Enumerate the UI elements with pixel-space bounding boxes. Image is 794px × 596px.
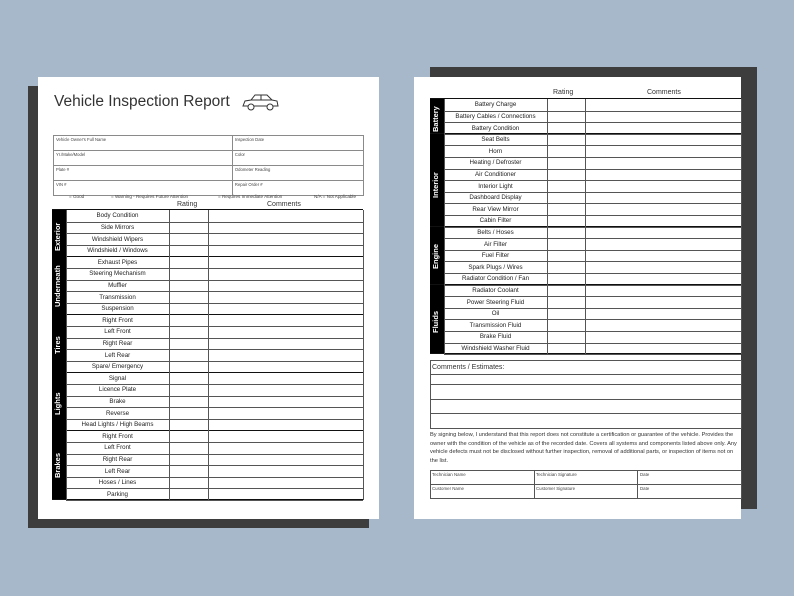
info-field[interactable]: Yr./Make/Model — [54, 151, 233, 166]
section-label: Battery — [431, 105, 440, 132]
comments-cell[interactable] — [208, 419, 363, 431]
rating-cell[interactable] — [547, 99, 585, 111]
report-page-2 — [414, 77, 741, 519]
rating-cell[interactable] — [547, 261, 585, 273]
comments-cell[interactable] — [208, 384, 363, 396]
section-label: Lights — [53, 392, 62, 415]
inspection-item-label: Muffler — [108, 281, 127, 289]
column-line — [741, 99, 742, 354]
rating-cell[interactable] — [547, 343, 585, 355]
comments-cell[interactable] — [585, 319, 741, 331]
inspection-item-label: Windshield / Windows — [87, 247, 148, 255]
comments-cell[interactable] — [208, 222, 363, 234]
comments-cell[interactable] — [208, 407, 363, 419]
rating-cell[interactable] — [169, 430, 208, 442]
rating-cell[interactable] — [547, 238, 585, 250]
rating-cell[interactable] — [169, 210, 208, 222]
comments-cell[interactable] — [208, 361, 363, 373]
comments-cell[interactable] — [208, 477, 363, 489]
inspection-item-label: Brake — [109, 397, 126, 405]
comments-cell[interactable] — [208, 314, 363, 326]
comments-header: Comments — [647, 89, 681, 96]
inspection-item-label: Left Front — [104, 328, 131, 336]
section-label: Fluids — [431, 310, 440, 333]
section-label: Interior — [431, 171, 440, 198]
info-field[interactable]: VIN # — [54, 181, 233, 196]
inspection-item-label: Brake Fluid — [479, 333, 512, 341]
section-label: Underneath — [53, 265, 62, 308]
inspection-item-label: Oil — [491, 310, 500, 318]
comments-cell[interactable] — [208, 326, 363, 338]
comments-cell[interactable] — [208, 488, 363, 500]
rating-cell[interactable] — [547, 296, 585, 308]
rating-cell[interactable] — [169, 488, 208, 500]
inspection-item-label: Transmission Fluid — [469, 321, 522, 329]
inspection-item-label: Left Rear — [104, 467, 131, 475]
inspection-item-label: Right Front — [102, 316, 133, 324]
rating-cell[interactable] — [169, 372, 208, 384]
info-field[interactable]: Inspection Date — [232, 136, 363, 151]
rating-cell[interactable] — [169, 280, 208, 292]
technician-signature-field[interactable]: Technician Signature — [536, 472, 577, 477]
inspection-item-label: Seat Belts — [481, 136, 510, 144]
customer-name-field[interactable]: Customer Name — [432, 486, 464, 491]
disclaimer-text: By signing below, I understand that this report does not constitute a certification or guarantee of the vehicle. Provides the owner with the condition of the vehicle as of the recorded date. Covers all systems and components listed above only. Any vehicle defects must not be disclosed without further inspection, removal of additional parts, or inspection of items not on the list. — [430, 432, 737, 464]
section-label: Engine — [431, 243, 440, 269]
column-line — [363, 210, 364, 500]
inspection-item-label: Licence Plate — [98, 386, 137, 394]
rating-cell[interactable] — [169, 477, 208, 489]
rating-cell[interactable] — [169, 326, 208, 338]
inspection-item-label: Windshield Wipers — [91, 235, 144, 243]
inspection-item-label: Fuel Filter — [481, 252, 510, 260]
inspection-item-label: Spare/ Emergency — [91, 363, 144, 371]
rating-cell[interactable] — [169, 465, 208, 477]
inspection-item-label: Dashboard Display — [469, 194, 522, 202]
rating-cell[interactable] — [169, 407, 208, 419]
comments-cell[interactable] — [208, 349, 363, 361]
rating-cell[interactable] — [169, 245, 208, 257]
inspection-item-label: Side Mirrors — [100, 223, 135, 231]
comments-cell[interactable] — [585, 343, 741, 355]
comments-cell[interactable] — [208, 291, 363, 303]
comments-cell[interactable] — [208, 256, 363, 268]
info-field[interactable]: Odometer Reading — [232, 166, 363, 181]
comments-cell[interactable] — [585, 238, 741, 250]
comments-cell[interactable] — [585, 169, 741, 181]
inspection-item-label: Battery Charge — [474, 101, 517, 109]
rating-cell[interactable] — [169, 361, 208, 373]
comments-cell[interactable] — [585, 273, 741, 285]
info-field[interactable]: Repair Order # — [232, 181, 363, 196]
inspection-item-label: Parking — [107, 490, 128, 498]
section-label: Exterior — [53, 222, 62, 251]
car-icon — [240, 93, 280, 113]
comments-cell[interactable] — [585, 250, 741, 262]
comments-cell[interactable] — [585, 285, 741, 297]
comments-cell[interactable] — [208, 454, 363, 466]
inspection-item-label: Battery Condition — [471, 124, 520, 132]
inspection-item-label: Left Rear — [104, 351, 131, 359]
comments-cell[interactable] — [208, 280, 363, 292]
comments-cell[interactable] — [585, 308, 741, 320]
comments-cell[interactable] — [208, 245, 363, 257]
comments-cell[interactable] — [208, 396, 363, 408]
customer-date-field[interactable]: Date — [640, 486, 650, 491]
inspection-item-label: Body Condition — [96, 212, 139, 220]
rating-cell[interactable] — [547, 319, 585, 331]
rating-cell[interactable] — [547, 111, 585, 123]
rating-cell[interactable] — [547, 122, 585, 134]
legend-warning: = Warning - Requires Future Attention — [111, 194, 189, 199]
inspection-item-label: Interior Light — [478, 182, 513, 190]
comments-header: Comments — [267, 201, 301, 208]
inspection-item-label: Battery Cables / Connections — [455, 112, 536, 120]
inspection-item-label: Hoses / Lines — [98, 479, 137, 487]
comments-cell[interactable] — [208, 430, 363, 442]
legend-na: N/A = Not Applicable — [314, 194, 357, 199]
comments-cell[interactable] — [585, 261, 741, 273]
inspection-item-label: Transmission — [99, 293, 136, 301]
comments-cell[interactable] — [208, 268, 363, 280]
rating-cell[interactable] — [169, 291, 208, 303]
inspection-item-label: Radiator Coolant — [472, 286, 519, 294]
rating-cell[interactable] — [169, 442, 208, 454]
comments-line — [430, 399, 741, 400]
comments-cell[interactable] — [208, 210, 363, 222]
customer-signature-field[interactable]: Customer Signature — [536, 486, 576, 491]
inspection-item-label: Reverse — [105, 409, 130, 417]
rating-cell[interactable] — [547, 134, 585, 146]
rating-cell[interactable] — [547, 285, 585, 297]
rating-cell[interactable] — [169, 314, 208, 326]
rating-cell[interactable] — [169, 338, 208, 350]
comments-line — [430, 384, 741, 385]
comments-cell[interactable] — [208, 338, 363, 350]
rating-header: Rating — [553, 89, 574, 96]
rating-cell[interactable] — [169, 222, 208, 234]
inspection-item-label: Rear View Mirror — [472, 205, 519, 213]
technician-date-field[interactable]: Date — [640, 472, 650, 477]
legend-immediate: = Requires Immediate Attention — [218, 194, 283, 199]
rating-cell[interactable] — [547, 250, 585, 262]
comments-cell[interactable] — [208, 303, 363, 315]
rating-cell[interactable] — [547, 180, 585, 192]
comments-line — [430, 413, 741, 414]
comments-cell[interactable] — [208, 465, 363, 477]
technician-name-field[interactable]: Technician Name — [432, 472, 466, 477]
signature-divider — [430, 484, 741, 485]
inspection-item-label: Windshield Washer Fluid — [461, 344, 530, 352]
rating-cell[interactable] — [169, 268, 208, 280]
inspection-item-label: Cabin Filter — [479, 217, 512, 225]
rating-cell[interactable] — [547, 169, 585, 181]
column-line — [66, 210, 67, 500]
info-field[interactable]: Plate # — [54, 166, 233, 181]
info-field[interactable]: Color — [232, 151, 363, 166]
comments-cell[interactable] — [585, 331, 741, 343]
comments-cell[interactable] — [585, 227, 741, 239]
comments-cell[interactable] — [585, 122, 741, 134]
rating-cell[interactable] — [547, 273, 585, 285]
comments-cell[interactable] — [585, 111, 741, 123]
inspection-item-label: Radiator Condition / Fan — [461, 275, 530, 283]
inspection-item-label: Right Rear — [102, 455, 133, 463]
legend-good: = Good — [69, 194, 85, 199]
info-field[interactable]: Vehicle Owner's Full Name — [54, 136, 233, 151]
inspection-item-label: Spark Plugs / Wires — [468, 263, 523, 271]
signature-divider — [637, 470, 638, 498]
rating-cell[interactable] — [547, 308, 585, 320]
inspection-item-label: Belts / Hoses — [477, 228, 514, 236]
comments-cell[interactable] — [585, 296, 741, 308]
comments-title: Comments / Estimates: — [432, 364, 505, 371]
comments-cell[interactable] — [585, 157, 741, 169]
comments-cell[interactable] — [585, 134, 741, 146]
inspection-item-label: Left Front — [104, 444, 131, 452]
comments-cell[interactable] — [585, 145, 741, 157]
rating-cell[interactable] — [169, 256, 208, 268]
rating-cell[interactable] — [169, 454, 208, 466]
column-line — [444, 99, 445, 354]
inspection-item-label: Head Lights / High Beams — [81, 421, 154, 429]
report-page-1 — [38, 77, 379, 519]
section-label: Tires — [53, 336, 62, 355]
inspection-item-label: Suspension — [101, 305, 134, 313]
rating-cell[interactable] — [547, 215, 585, 227]
rating-cell[interactable] — [169, 303, 208, 315]
inspection-item-label: Horn — [488, 147, 503, 155]
inspection-item-label: Air Conditioner — [475, 170, 516, 178]
rating-cell[interactable] — [169, 349, 208, 361]
inspection-item-label: Right Rear — [102, 339, 133, 347]
rating-cell[interactable] — [547, 227, 585, 239]
inspection-item-label: Power Steering Fluid — [466, 298, 525, 306]
rating-cell[interactable] — [547, 157, 585, 169]
section-label: Brakes — [53, 453, 62, 479]
rating-cell[interactable] — [547, 145, 585, 157]
comments-cell[interactable] — [208, 233, 363, 245]
vehicle-info-table — [53, 135, 364, 196]
comments-cell[interactable] — [585, 99, 741, 111]
inspection-item-label: Steering Mechanism — [89, 270, 146, 278]
report-title: Vehicle Inspection Report — [54, 93, 230, 110]
comments-cell[interactable] — [585, 180, 741, 192]
rating-cell[interactable] — [547, 203, 585, 215]
comments-cell[interactable] — [585, 192, 741, 204]
comments-cell[interactable] — [585, 215, 741, 227]
comments-cell[interactable] — [585, 203, 741, 215]
inspection-item-label: Exhaust Pipes — [97, 258, 138, 266]
inspection-item-label: Right Front — [102, 432, 133, 440]
rating-cell[interactable] — [169, 233, 208, 245]
rating-header: Rating — [177, 201, 198, 208]
rating-cell[interactable] — [547, 192, 585, 204]
inspection-item-label: Signal — [108, 374, 127, 382]
signature-divider — [534, 470, 535, 498]
comments-cell[interactable] — [208, 442, 363, 454]
comments-cell[interactable] — [208, 372, 363, 384]
comments-line — [430, 374, 741, 375]
rating-cell[interactable] — [169, 396, 208, 408]
rating-cell[interactable] — [169, 384, 208, 396]
rating-cell[interactable] — [547, 331, 585, 343]
inspection-item-label: Heating / Defroster — [469, 159, 522, 167]
rating-cell[interactable] — [169, 419, 208, 431]
inspection-item-label: Air Filter — [483, 240, 508, 248]
